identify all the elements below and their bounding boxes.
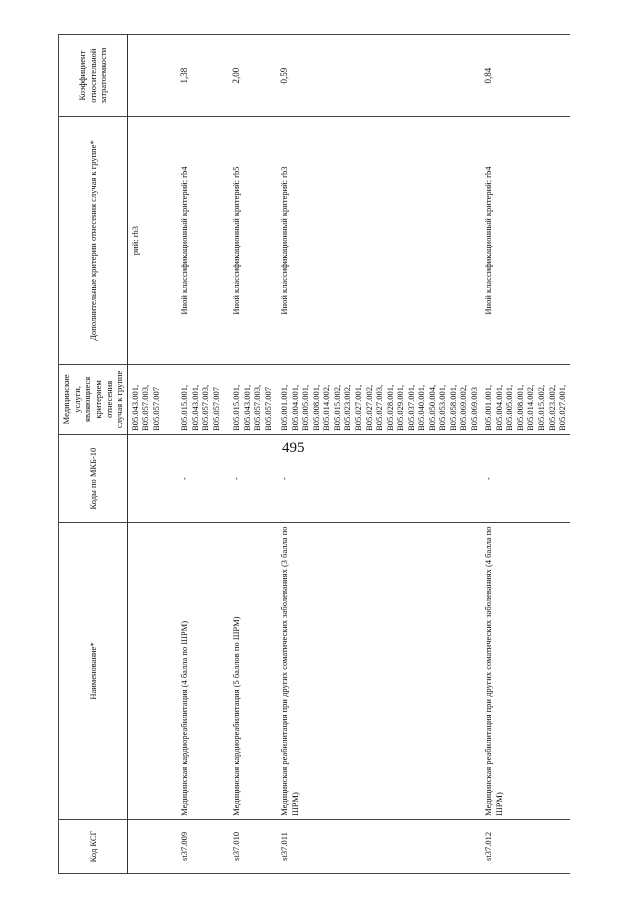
mkb-codes: - (277, 434, 481, 522)
service-code: B05.023.002, (342, 384, 353, 431)
cost-coefficient: 2,00 (229, 35, 277, 117)
service-code: B05.008.001, (514, 384, 525, 431)
continuation-services (127, 364, 177, 434)
service-code: B05.069.002, (458, 384, 469, 431)
ksg-code: st37.011 (277, 819, 481, 873)
service-code: B05.057.007 (150, 387, 161, 431)
service-code: B05.057.003, (140, 384, 151, 431)
service-code: B05.027.001, (352, 384, 363, 431)
additional-criteria: Иной классификационный критерий: rb4 (177, 117, 229, 365)
header-coef: Коэффициент относительной затратоемкости (59, 35, 128, 117)
header-mkb: Коды по МКБ-10 (59, 434, 128, 522)
ksg-name: Медицинская реабилитация при других соматических заболеваниях (3 балла по ШРМ) (277, 523, 481, 820)
service-code: B05.043.001, (241, 384, 252, 431)
service-code: B05.027.001, (557, 384, 568, 431)
table-row (481, 35, 569, 874)
service-codes (277, 364, 481, 434)
table-row (229, 35, 277, 874)
ksg-table (58, 34, 570, 874)
service-code: B05.037.001, (405, 384, 416, 431)
service-code: B05.028.001, (384, 384, 395, 431)
ksg-code: st37.010 (229, 819, 277, 873)
service-codes (229, 364, 277, 434)
service-codes (177, 364, 229, 434)
service-code: B05.014.002, (525, 384, 536, 431)
service-code: B05.040.001, (416, 384, 427, 431)
service-code: B05.050.004, (426, 384, 437, 431)
service-code: B05.069.003 (468, 387, 479, 431)
service-code: B05.027.002, (363, 384, 374, 431)
ksg-name: Медицинская кардиореабилитация (4 балла по ШРМ) (177, 523, 229, 820)
service-code: B05.057.007 (210, 387, 221, 431)
continuation-row (127, 35, 177, 874)
service-code: B05.053.001, (437, 384, 448, 431)
service-code: B05.043.001, (129, 384, 140, 431)
service-code: B05.014.002, (321, 384, 332, 431)
header-criteria: Дополнительные критерии отнесения случая к группе* (59, 117, 128, 365)
ksg-name: Медицинская кардиореабилитация (5 баллов по ШРМ) (229, 523, 277, 820)
service-code: B05.008.001, (310, 384, 321, 431)
service-code: B05.004.001, (493, 384, 504, 431)
header-services: Медицинские услуги, являющиеся критерием отнесения случая к группе (59, 364, 128, 434)
mkb-codes: - (229, 434, 277, 522)
service-code: B05.005.001, (504, 384, 515, 431)
service-code: B05.001.001, (279, 384, 290, 431)
service-code: B05.005.001, (300, 384, 311, 431)
header-code: Код КСГ (59, 819, 128, 873)
service-code: B05.057.007 (262, 387, 273, 431)
additional-criteria: Иной классификационный критерий: rb4 (481, 117, 569, 365)
service-code: B05.043.001, (189, 384, 200, 431)
continuation-criteria: рий: rb3 (127, 117, 177, 365)
cost-coefficient: 0,59 (277, 35, 481, 117)
service-code: B05.015.001, (231, 384, 242, 431)
ksg-code: st37.009 (177, 819, 229, 873)
service-code: B05.001.001, (483, 384, 494, 431)
service-code: B05.015.002, (536, 384, 546, 431)
service-code: B05.015.001, (179, 384, 190, 431)
service-code: B05.029.001, (395, 384, 406, 431)
cost-coefficient: 0,84 (481, 35, 569, 117)
additional-criteria: Иной классификационный критерий: rb5 (229, 117, 277, 365)
table-header-row (59, 35, 128, 874)
service-code: B05.015.002, (331, 384, 342, 431)
rotated-table-area (58, 34, 578, 874)
additional-criteria: Иной классификационный критерий: rb3 (277, 117, 481, 365)
service-codes (481, 364, 569, 434)
service-code: B05.004.001, (289, 384, 300, 431)
cost-coefficient: 1,38 (177, 35, 229, 117)
service-code: B05.057.003, (200, 384, 211, 431)
ksg-code: st37.012 (481, 819, 569, 873)
service-code: B05.057.003, (252, 384, 263, 431)
page-number: 495 (282, 440, 305, 456)
service-code: B05.058.001, (447, 384, 458, 431)
service-code: B05.023.002, (546, 384, 557, 431)
header-name: Наименование* (59, 523, 128, 820)
table-row (277, 35, 481, 874)
ksg-name: Медицинская реабилитация при других соматических заболеваниях (4 балла по ШРМ) (481, 523, 569, 820)
mkb-codes: - (177, 434, 229, 522)
table-row (177, 35, 229, 874)
service-code: B05.027.003, (374, 384, 385, 431)
mkb-codes: - (481, 434, 569, 522)
